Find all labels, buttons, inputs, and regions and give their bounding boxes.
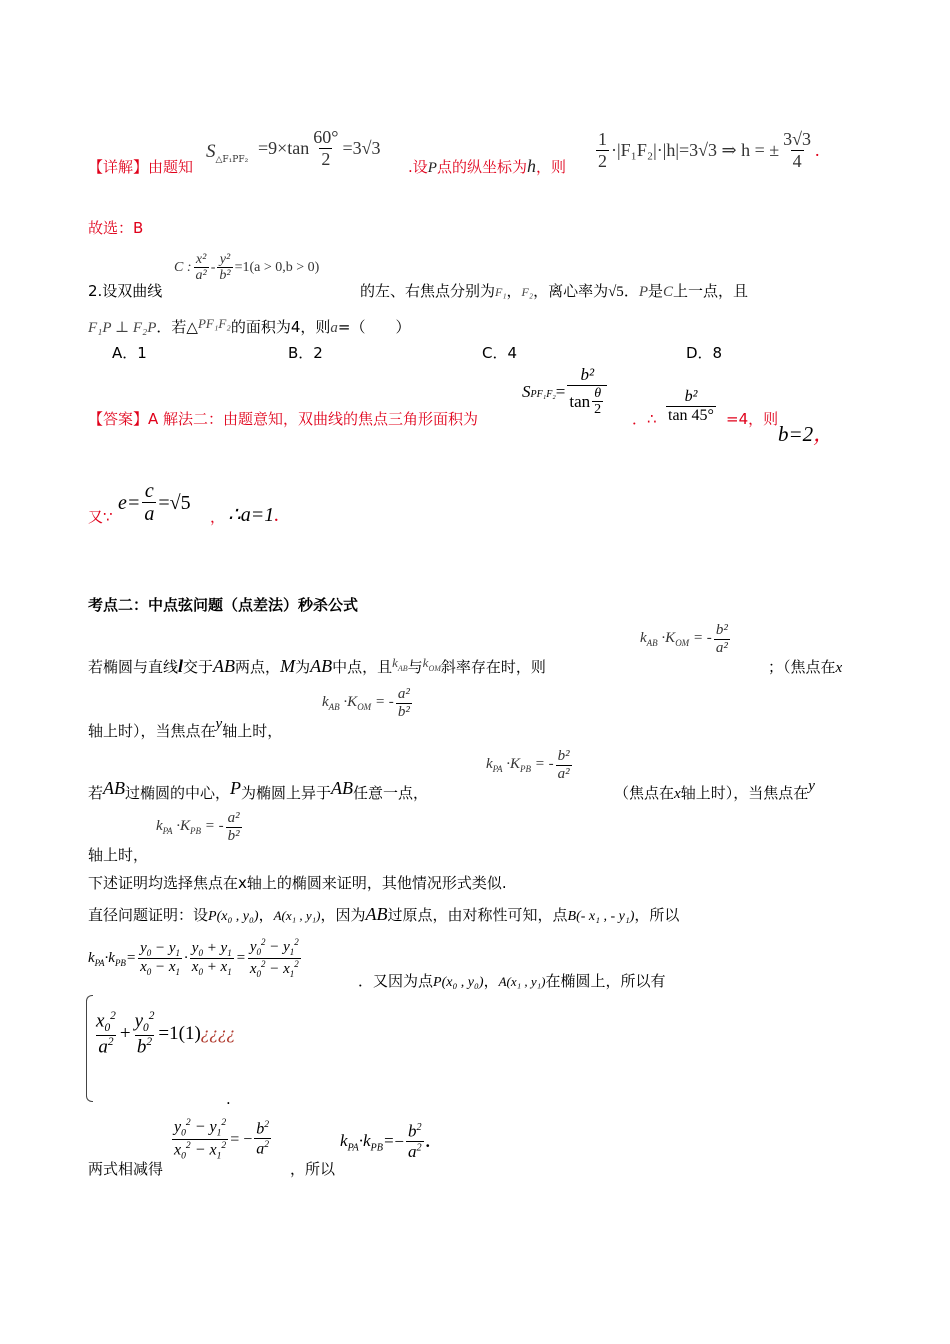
answer2-b-result: b=2， xyxy=(778,422,835,446)
detail-formula-s: $S_{\triangle F_1PF_2}$ xyxy=(206,141,249,165)
answer2-comma: ， xyxy=(210,508,226,526)
answer-choice: 故选：B xyxy=(88,219,144,237)
section2-formula2: $k_{AB} \cdot K_{OM}$ = - $\frac{\text{a²}}{\text{b²}}$ xyxy=(322,686,410,720)
section2-para2: 轴上时），当焦点在y轴上时， xyxy=(88,716,283,740)
detail-formula-tan: =9×tan $\frac{60^\circ}{2}$ =3√3 xyxy=(258,127,381,169)
section2-para4: 轴上时， xyxy=(88,846,149,864)
section2-formula1: $k_{AB} \cdot K_{OM}$ = - $\frac{\text{b²}}{\text{a²}}$ xyxy=(640,622,728,656)
section2-para8-so: ，所以 xyxy=(290,1160,336,1178)
q2-option-c: C．4 xyxy=(482,344,518,362)
section2-subtract-formula: $\frac{y_0^2 - y_1^2}{x_0^2 - x_1^2}$ = − $\frac{b^2}{a^2}$ xyxy=(174,1117,270,1162)
section2-para1: 若椭圆与直线l交于AB两点，M为AB中点，且$k_{AB}$与$k_{OM}$斜率存在时，则 xyxy=(88,655,546,676)
answer2-line: 【答案】A 解法二：由题意知，双曲线的焦点三角形面积为 xyxy=(88,410,479,428)
section2-para6: 直径问题证明：设P(x₀ , y₀)，A(x₁ , y₁)，因为AB过原点，由对称性可知，点B(- x₁ , - y₁)，所以 xyxy=(88,904,680,924)
section2-para3-tail: （焦点在x轴上时），当焦点在y xyxy=(614,778,815,802)
section2-title: 考点二：中点弦问题（点差法）秒杀公式 xyxy=(88,596,359,614)
answer2-dot: ．∴ xyxy=(632,410,657,428)
section2-para3: 若AB过椭圆的中心，P为椭圆上异于AB任意一点， xyxy=(88,778,429,802)
q2-option-b: B．2 xyxy=(288,344,323,362)
answer2-again: 又∵ xyxy=(88,508,113,526)
section2-final-formula: $k_{PA}\cdot k_{PB}=$ − $\frac{b^2}{a^2}$ . xyxy=(340,1121,430,1162)
q2-hyperbola-equation: C : $\frac{\text{x²}}{\text{a²}}$ - $\frac{\text{y²}}{\text{b²}}$ =1(a > 0,b > 0) xyxy=(174,252,320,284)
answer2-eq4: =4，则 xyxy=(726,410,779,428)
q2-option-d: D．8 xyxy=(686,344,723,362)
answer2-area-formula: S PF₁F₂ = b² tan $\frac{\theta}{2}$ xyxy=(522,366,609,418)
q2-option-a: A．1 xyxy=(112,344,147,362)
section2-para7: ．又因为点P(x₀ , y₀)，A(x₁ , y₁)在椭圆上，所以有 xyxy=(358,972,666,990)
section2-para5: 下述证明均选择焦点在x轴上的椭圆来证明，其他情况形式类似. xyxy=(88,874,507,892)
answer2-eccentricity: e= $\frac{c}{a}$ =√5 xyxy=(118,480,191,525)
section2-system-period: . xyxy=(226,1090,231,1108)
section2-para8: 两式相减得 xyxy=(88,1160,164,1178)
detail-formula-h: $\frac{1}{2}$ ·|F₁F₂|·|h|=3√3 ⇒ h = ± $\frac{3√3}{4}$ . xyxy=(598,129,820,171)
section2-system: $\frac{x_0^2}{a^2}$ + $\frac{y_0^2}{b^2}$ =1(1) ¿¿¿¿ xyxy=(96,1010,236,1057)
answer2-a-result: ∴a=1. xyxy=(228,504,280,526)
section2-slope-product: $k_{PA}\cdot k_{PB}=$ $\frac{y_0 - y_1}{x_0 - x_1}$ · $\frac{y_0 + y_1}{x_0 + x_1}$ = $\frac{y_0^2 - y_1^2}{x_0^2 - x_1^2}$ xyxy=(88,937,299,979)
detail-text-2: .设P点的纵坐标为h，则 xyxy=(408,156,566,176)
q2-text-line1: 的左、右焦点分别为F₁，F₂，离心率为√5．P是C上一点，且 xyxy=(360,282,749,300)
section2-formula3: $k_{PA} \cdot K_{PB}$ = - $\frac{\text{b²}}{\text{a²}}$ xyxy=(486,748,570,782)
detail-text-1: 由题知 xyxy=(148,158,194,176)
q2-text-line2: F₁P ⊥ F₂P．若△PF₁F₂的面积为4，则a=（ ） xyxy=(88,316,411,336)
q2-number: 2.设双曲线 xyxy=(88,282,163,300)
section2-formula4: $k_{PA} \cdot K_{PB}$ = - $\frac{\text{a²}}{\text{b²}}$ xyxy=(156,810,240,844)
answer2-tan45-formula: $\frac{\text{b²}}{\tan 45^\circ}$ xyxy=(668,388,714,424)
section2-para1-tail: ；（焦点在x xyxy=(768,658,843,676)
detail-line xyxy=(88,156,193,177)
detail-tag: 【详解】 xyxy=(88,158,149,176)
